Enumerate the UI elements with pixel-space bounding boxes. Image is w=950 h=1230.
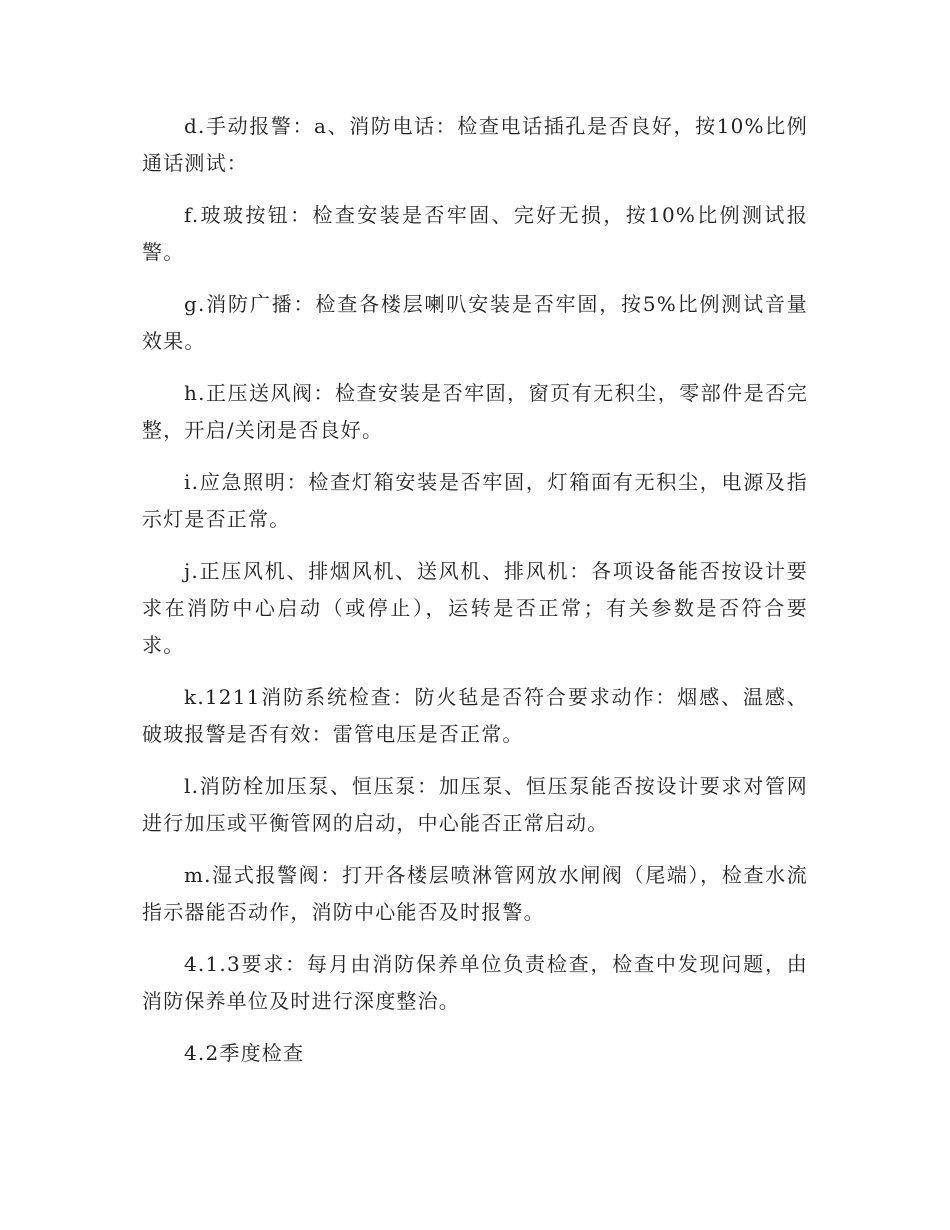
paragraph-manual-alarm: d.手动报警：a、消防电话：检查电话插孔是否良好，按10%比例通话测试： (142, 114, 808, 175)
section-heading-quarterly-check: 4.2季度检查 (184, 1041, 305, 1065)
paragraph-fire-broadcast: g.消防广播：检查各楼层喇叭安装是否牢固，按5%比例测试音量效果。 (142, 292, 808, 353)
paragraph-requirements: 4.1.3要求：每月由消防保养单位负责检查，检查中发现问题，由消防保养单位及时进行深度整治。 (142, 952, 808, 1013)
document-body (142, 108, 808, 1087)
paragraph-fans: j.正压风机、排烟风机、送风机、排风机：各项设备能否按设计要求在消防中心启动（或停止），运转是否正常；有关参数是否符合要求。 (142, 559, 808, 657)
paragraph-pressure-air-valve: h.正压送风阀：检查安装是否牢固，窗页有无积尘，零部件是否完整，开启/关闭是否良好。 (142, 381, 808, 442)
paragraph-emergency-lighting: i.应急照明：检查灯箱安装是否牢固，灯箱面有无积尘，电源及指示灯是否正常。 (142, 470, 808, 531)
paragraph-1211-system: k.1211消防系统检查：防火毡是否符合要求动作：烟感、温感、破玻报警是否有效：雷管电压是否正常。 (142, 685, 808, 746)
paragraph-wet-alarm-valve: m.湿式报警阀：打开各楼层喷淋管网放水闸阀（尾端），检查水流指示器能否动作，消防中心能否及时报警。 (142, 863, 808, 924)
paragraph-hydrant-pumps: l.消防栓加压泵、恒压泵：加压泵、恒压泵能否按设计要求对管网进行加压或平衡管网的启动，中心能否正常启动。 (142, 774, 808, 835)
paragraph-glass-button: f.玻玻按钮：检查安装是否牢固、完好无损，按10%比例测试报警。 (142, 203, 808, 264)
